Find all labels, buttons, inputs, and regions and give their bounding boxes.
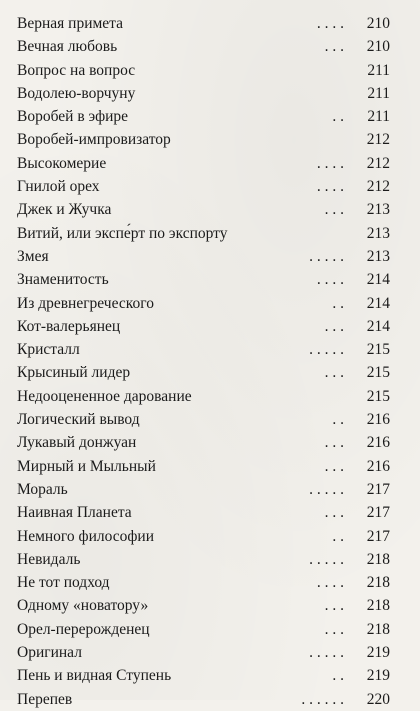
toc-dot-leaders: . . . bbox=[324, 504, 344, 522]
toc-entry-title: Воробей в эфире bbox=[17, 108, 129, 126]
toc-dot-leaders: . . . bbox=[324, 597, 344, 615]
toc-dot-leaders: . . . bbox=[324, 38, 344, 56]
toc-entry-title: Не тот подход bbox=[17, 574, 110, 592]
toc-entry bbox=[17, 408, 390, 431]
toc-entry-title: Гнилой орех bbox=[17, 178, 100, 196]
toc-entry bbox=[17, 431, 390, 454]
toc-entry-title: Крысиный лидер bbox=[17, 364, 131, 382]
toc-entry-page-number: 214 bbox=[366, 271, 390, 289]
toc-entry bbox=[17, 478, 390, 501]
toc-entry-page-number: 214 bbox=[366, 317, 390, 335]
toc-entry-title: Орел-перерожденец bbox=[17, 620, 150, 638]
toc-entry bbox=[17, 105, 390, 128]
toc-entry bbox=[17, 688, 390, 711]
toc-entry bbox=[17, 12, 390, 35]
toc-entry bbox=[17, 338, 390, 361]
toc-entry-page-number: 219 bbox=[366, 667, 390, 685]
toc-entry-page-number: 211 bbox=[367, 84, 390, 102]
toc-entry-page-number: 211 bbox=[367, 61, 390, 79]
toc-dot-leaders: . . . bbox=[324, 457, 344, 475]
toc-entry-page-number: 212 bbox=[366, 131, 390, 149]
toc-entry-page-number: 219 bbox=[366, 644, 390, 662]
toc-entry bbox=[17, 245, 390, 268]
toc-entry-title: Логический вывод bbox=[17, 411, 140, 429]
toc-dot-leaders: . . . . . bbox=[309, 644, 344, 662]
toc-dot-leaders: . . bbox=[332, 527, 344, 545]
toc-entry-page-number: 212 bbox=[366, 178, 390, 196]
toc-entry bbox=[17, 82, 390, 105]
toc-entry-title: Мирный и Мыльный bbox=[17, 457, 156, 475]
toc-entry-title: Вечная любовь bbox=[17, 38, 118, 56]
toc-dot-leaders: . . . bbox=[324, 434, 344, 452]
toc-entry-title: Джек и Жучка bbox=[17, 201, 112, 219]
toc-entry bbox=[17, 222, 390, 245]
toc-dot-leaders: . . . . bbox=[316, 574, 344, 592]
toc-entry-title: Верная примета bbox=[17, 15, 124, 32]
toc-entry-page-number: 217 bbox=[366, 480, 390, 498]
toc-entry bbox=[17, 35, 390, 58]
toc-entry-title: Перепев bbox=[17, 690, 73, 708]
toc-entry bbox=[17, 268, 390, 291]
toc-entry-page-number: 215 bbox=[366, 387, 390, 405]
toc-entry bbox=[17, 618, 390, 641]
toc-entry-title: Вопрос на вопрос bbox=[17, 61, 136, 79]
toc-dot-leaders: . . . . . bbox=[309, 247, 344, 265]
toc-entry-page-number: 215 bbox=[366, 364, 390, 382]
toc-entry bbox=[17, 571, 390, 594]
toc-dot-leaders: . . . . . bbox=[309, 341, 344, 359]
toc-entry-page-number: 213 bbox=[366, 224, 390, 242]
toc-dot-leaders: . . . . . bbox=[309, 550, 344, 568]
toc-entry bbox=[17, 315, 390, 338]
toc-entry bbox=[17, 455, 390, 478]
toc-entry bbox=[17, 361, 390, 384]
toc-entry bbox=[17, 594, 390, 617]
toc-entry bbox=[17, 152, 390, 175]
toc-entry bbox=[17, 385, 390, 408]
toc-entry-title: Невидаль bbox=[17, 550, 81, 568]
toc-entry bbox=[17, 198, 390, 221]
toc-entry-title: Водолею-ворчуну bbox=[17, 84, 136, 102]
toc-entry-page-number: 213 bbox=[366, 201, 390, 219]
toc-entry-title: Наивная Планета bbox=[17, 504, 132, 522]
toc-entry bbox=[17, 548, 390, 571]
toc-dot-leaders: . . . bbox=[324, 201, 344, 219]
toc-entry-page-number: 216 bbox=[366, 411, 390, 429]
toc-entry-page-number: 217 bbox=[366, 527, 390, 545]
toc-entry-title: Кристалл bbox=[17, 341, 80, 359]
toc-entry-title: Витий, или экспе́рт по экспорту bbox=[17, 224, 228, 242]
toc-entry-title: Одному «новатору» bbox=[17, 597, 149, 615]
toc-dot-leaders: . . bbox=[332, 294, 344, 312]
toc-entry bbox=[17, 59, 390, 82]
toc-entry-page-number: 217 bbox=[366, 504, 390, 522]
toc-entry-title: Лукавый донжуан bbox=[17, 434, 137, 452]
toc-dot-leaders: . . . . . bbox=[309, 480, 344, 498]
toc-entry-page-number: 218 bbox=[366, 574, 390, 592]
toc-entry-page-number: 211 bbox=[367, 108, 390, 126]
toc-entry bbox=[17, 292, 390, 315]
toc-entry bbox=[17, 525, 390, 548]
toc-dot-leaders: . . . bbox=[324, 620, 344, 638]
toc-dot-leaders: . . bbox=[332, 667, 344, 685]
toc-entry-page-number: 218 bbox=[366, 597, 390, 615]
toc-entry bbox=[17, 128, 390, 151]
toc-entry bbox=[17, 175, 390, 198]
toc-dot-leaders: . . . . bbox=[316, 178, 344, 196]
toc-entry-page-number: 220 bbox=[366, 690, 390, 708]
toc-entry bbox=[17, 664, 390, 687]
toc-entry-page-number: 210 bbox=[366, 15, 390, 32]
toc-entry-title: Змея bbox=[17, 247, 49, 265]
toc-dot-leaders: . . . . . . bbox=[301, 690, 344, 708]
toc-dot-leaders: . . . . bbox=[316, 271, 344, 289]
toc-entry-page-number: 212 bbox=[366, 154, 390, 172]
toc-entry-page-number: 215 bbox=[366, 341, 390, 359]
toc-entry-title: Высокомерие bbox=[17, 154, 107, 172]
toc-entry-title: Недооцененное дарование bbox=[17, 387, 192, 405]
toc-dot-leaders: . . . . bbox=[316, 154, 344, 172]
table-of-contents bbox=[17, 12, 390, 711]
toc-entry bbox=[17, 501, 390, 524]
toc-dot-leaders: . . . bbox=[324, 317, 344, 335]
toc-entry-title: Воробей-импровизатор bbox=[17, 131, 171, 149]
toc-dot-leaders: . . bbox=[332, 108, 344, 126]
toc-entry-title: Оригинал bbox=[17, 644, 82, 662]
toc-entry-title: Пень и видная Ступень bbox=[17, 667, 172, 685]
toc-entry-page-number: 213 bbox=[366, 247, 390, 265]
toc-entry-page-number: 218 bbox=[366, 550, 390, 568]
toc-entry-page-number: 216 bbox=[366, 457, 390, 475]
toc-entry-title: Мораль bbox=[17, 480, 68, 498]
toc-dot-leaders: . . . . bbox=[316, 15, 344, 32]
toc-entry-page-number: 214 bbox=[366, 294, 390, 312]
toc-entry-page-number: 216 bbox=[366, 434, 390, 452]
toc-entry-title: Немного философии bbox=[17, 527, 154, 545]
toc-dot-leaders: . . bbox=[332, 411, 344, 429]
toc-entry-page-number: 218 bbox=[366, 620, 390, 638]
toc-entry-title: Кот-валерьянец bbox=[17, 317, 121, 335]
toc-entry-page-number: 210 bbox=[366, 38, 390, 56]
toc-dot-leaders: . . . bbox=[324, 364, 344, 382]
toc-entry-title: Знаменитость bbox=[17, 271, 109, 289]
toc-entry-title: Из древнегреческого bbox=[17, 294, 154, 312]
toc-entry bbox=[17, 641, 390, 664]
